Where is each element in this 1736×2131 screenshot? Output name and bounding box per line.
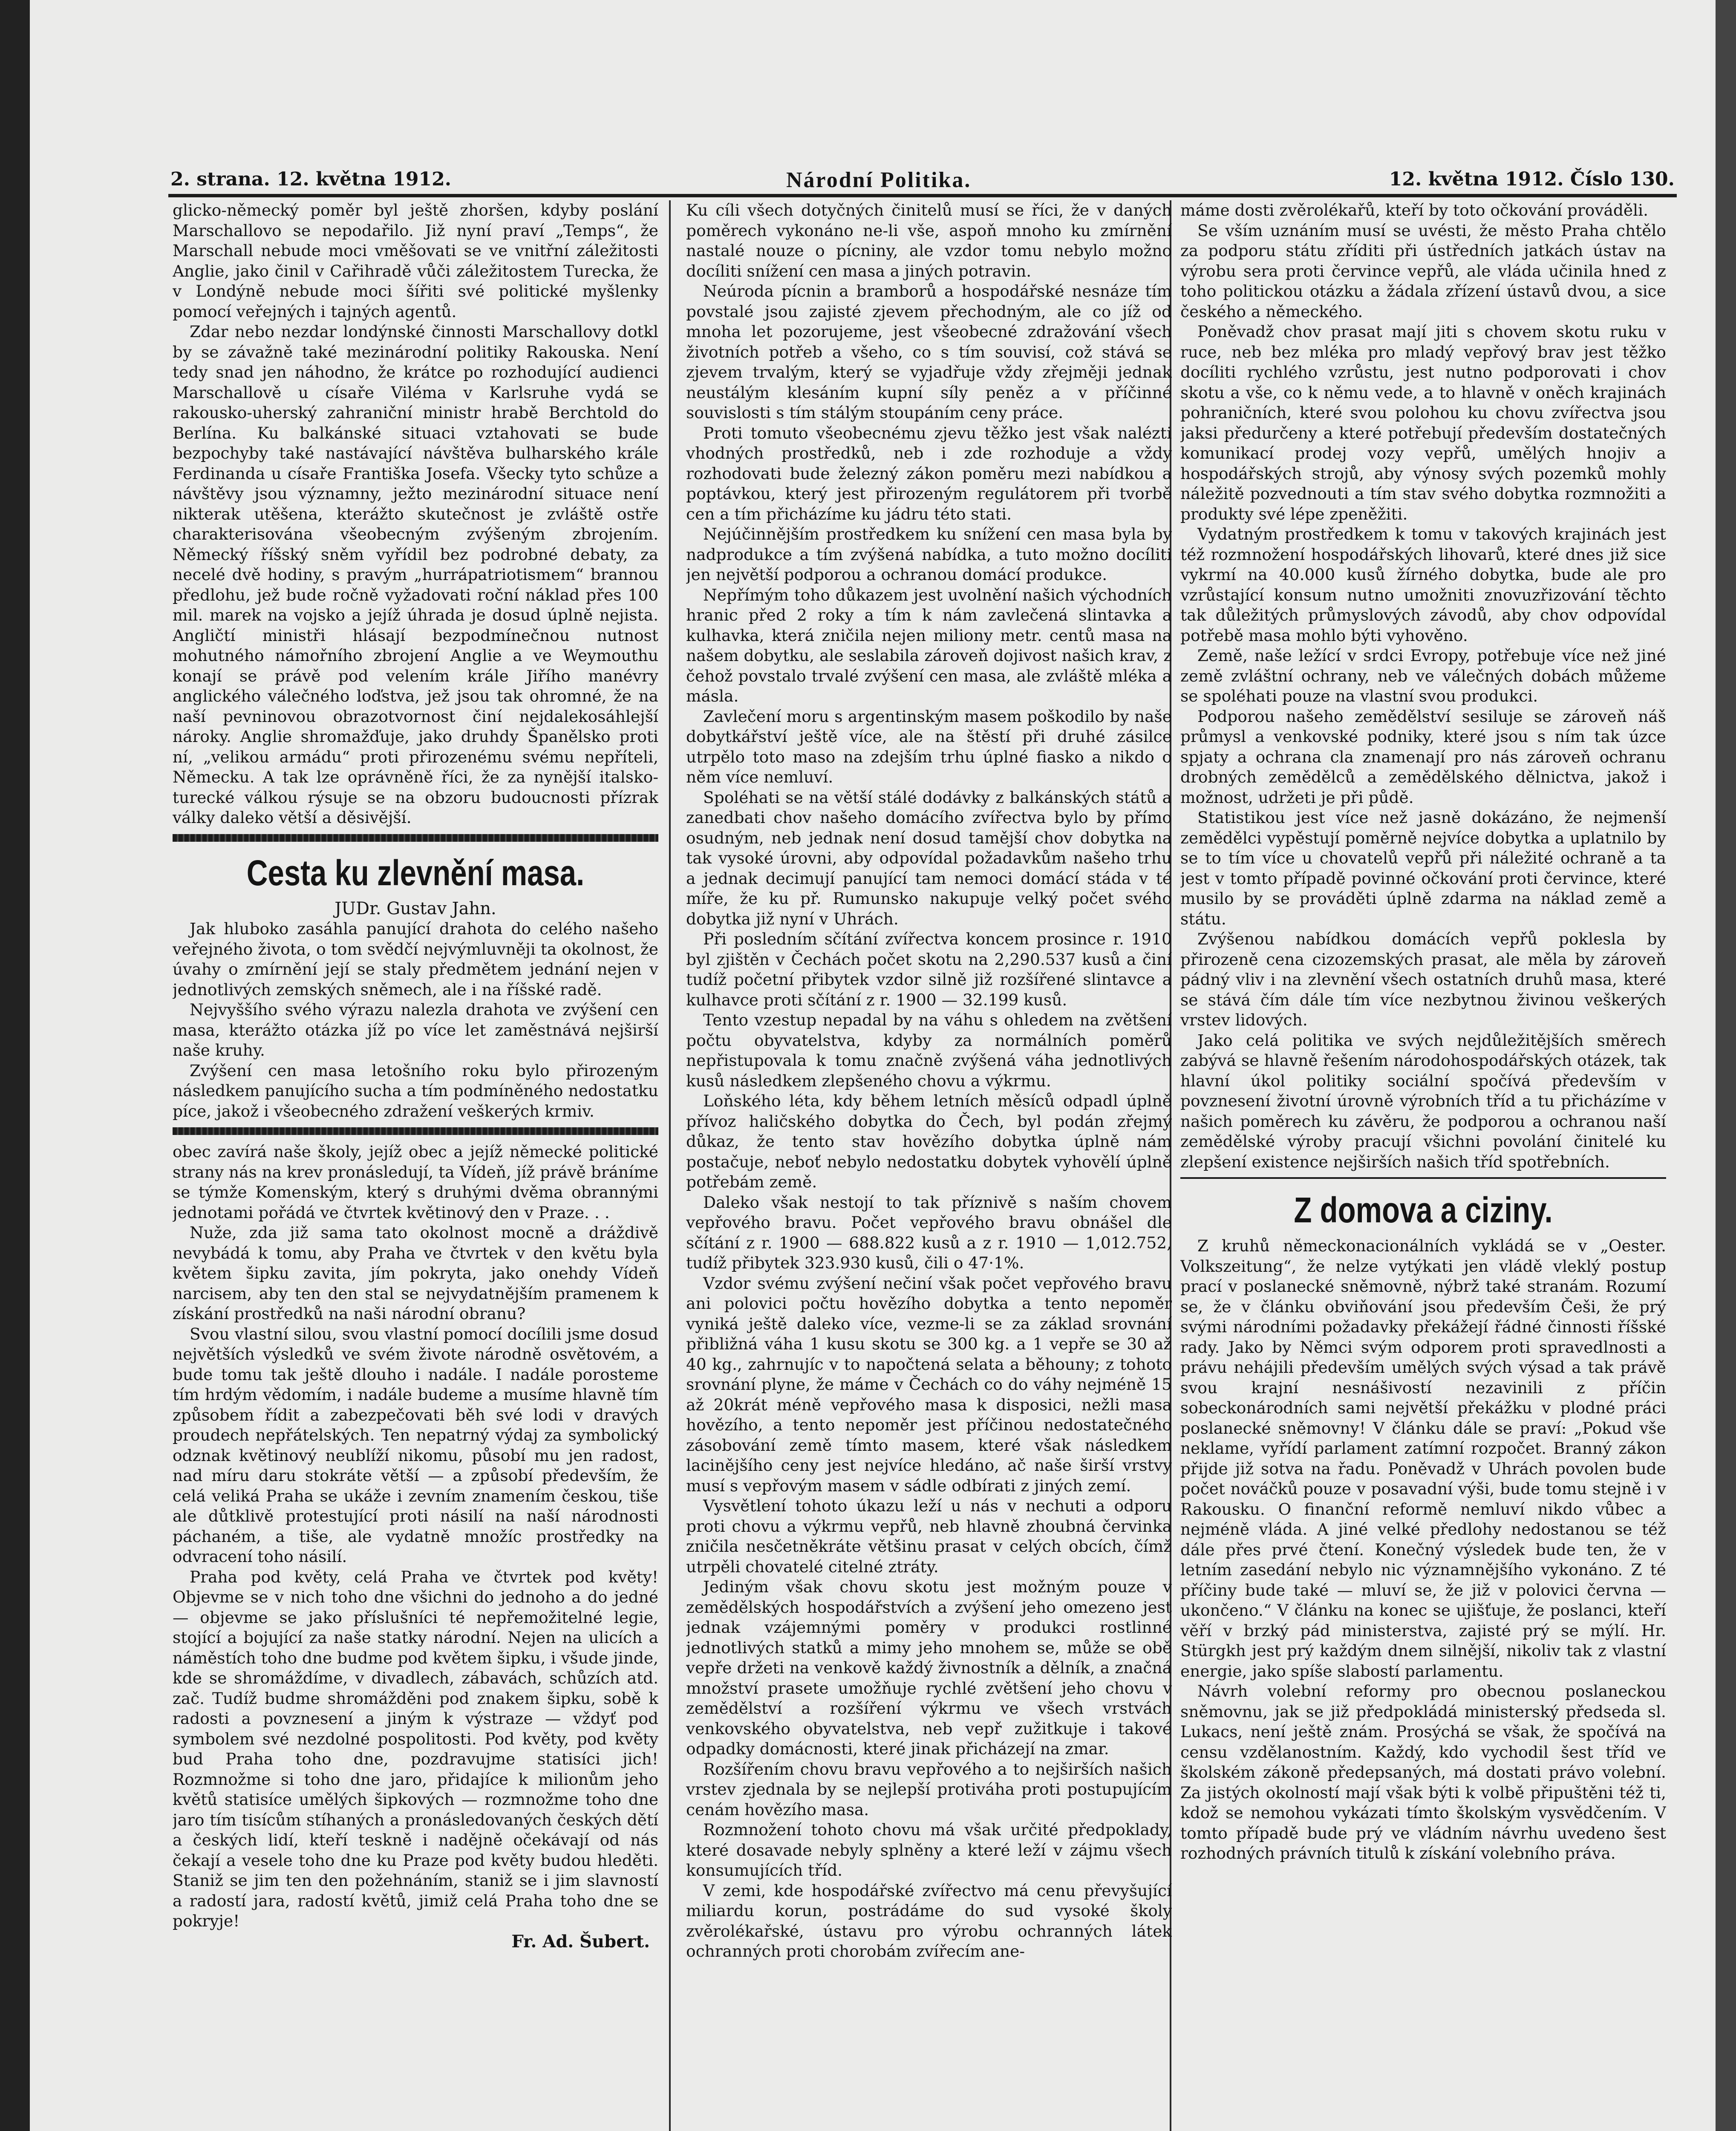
newspaper-title: Národní Politika. xyxy=(786,168,972,192)
column-2 xyxy=(686,200,1172,2131)
article-paragraph: Jako celá politika ve svých nejdůležitějších směrech zabývá se hlavně řešením národohospodářských otázek, tak hlavní úkol politiky sociální spočívá především v povznesení životní úrovně výrobních tříd a tu přicházíme v našich poměrech ku závěru, že podporou a ochranou naší zemědělské výroby pracují všichni povolání činitelé ku zlepšení existence nejširších našich tříd spotřebních. xyxy=(1180,1031,1666,1171)
article-heading: Cesta ku zlevnění masa. xyxy=(246,852,585,893)
article-paragraph: Ku cíli všech dotyčných činitelů musí se říci, že v daných poměrech vykonáno ne-li vše, aspoň mnoho ku zmírnění nastalé nouze o pícniny, ale vzdor tomu nebylo možno docíliti snížení cen masa a jiných potravin. xyxy=(686,201,1172,280)
section-heading: Z domova a ciziny. xyxy=(1294,1190,1553,1230)
article-paragraph: Tento vzestup nepadal by na váhu s ohledem na zvětšení počtu obyvatelstva, kdyby za normálních poměrů nepřistupovala k tomu značně zvýšená váha jednotlivých kusů následkem zlepšeného chovu a výkrmu. xyxy=(686,1011,1172,1090)
article-paragraph: Zvýšení cen masa letošního roku bylo přirozeným následkem panujícího sucha a tím podmíněného nedostatku píce, jakož i všeobecného zdražení veškerých krmiv. xyxy=(173,1061,658,1120)
header-rule xyxy=(168,194,1677,197)
article-paragraph: Se vším uznáním musí se uvésti, že město Praha chtělo za podporu státu zříditi při ústředních jatkách ústav na výrobu sera proti červince vepřů, ale vláda učinila hned z toho politickou otázku a žádala zřízení ústavů dvou, a sice českého a německého. xyxy=(1180,221,1666,321)
page-number-date: 2. strana. 12. května 1912. xyxy=(170,168,452,190)
article-signature: Fr. Ad. Šubert. xyxy=(511,1931,650,1952)
article-paragraph: Poněvadž chov prasat mají jiti s chovem skotu ruku v ruce, neb bez mléka pro mladý vepřový brav jest těžko docíliti rychlého vzrůstu, jest nutno podporovati i chov skotu a vše, co k němu vede, a to hlavně v oněch krajinách pohraničních, které svou polohou ku chovu zvířectva jsou jaksi předurčeny a které potřebují především dostatečných komunikací prodej vozy vepřů, umělých hnojiv a hospodářských strojů, aby výnosy svých pozemků mohly náležitě pozvednouti a tím stav svého dobytka rozmnožiti a produkty své lépe zpeněžiti. xyxy=(1180,322,1666,523)
article-paragraph: Rozšířením chovu bravu vepřového a to nejširších našich vrstev zjednala by se nejlepší protiváha proti postupujícím cenám hovězího masa. xyxy=(686,1759,1172,1819)
article-paragraph: Zdar nebo nezdar londýnské činnosti Marschallovy dotkl by se závažně také mezinárodní politiky Rakouska. Není tedy snad jen náhodno, že krátce po rozhodující audienci Marschallově u císaře Viléma v Karlsruhe vydá se rakousko-uherský zahraniční ministr hrabě Berchtold do Berlína. Ku balkánské situaci vztahovati se bude bezpochyby také nastávající návštěva bulharského krále Ferdinanda u císaře Františka Josefa. Všecky tyto schůze a návštěvy jsou významny, ježto mezinárodní situace není nikterak utěšena, kterážto skutečnost je zvláště ostře charakterisována všeobecným zvýšeným zbrojením. Německý říšský sněm vyřídil bez podrobné debaty, za necelé dvě hodiny, s pravým „hurrápatriotismem“ brannou předlohu, jež bude ročně vyžadovati roční náklad přes 100 mil. marek na vojsko a jejíž úhrada je dosud úplně nejista. Angličtí ministři hlásají bezpodmínečnou nutnost mohutného námořního zbrojení Anglie a ve Weymouthu konají se právě pod velením krále Jiřího manévry anglického válečného loďstva, jež jsou tak ohromné, že na naší pevninovou obrazotvornost činí nejdalekosáhlejší nároky. Anglie shromažďuje, jako druhdy Španělsko proti ní, „velikou armádu“ proti přirozenému svému nepříteli, Německu. A tak lze oprávněně říci, že za nynější italsko-turecké válkou rýsuje se na obzoru budoucnosti přízrak války daleko větší a děsivější. xyxy=(173,322,658,827)
article-paragraph: obec zavírá naše školy, jejíž obec a jejíž německé politické strany nás na krev pronásledují, ta Vídeň, jíž právě bráníme se týmže Komenským, který s druhými dvěma obrannými jednotami pořádá ve čtvrtek květinový den v Praze. . . xyxy=(173,1142,658,1222)
article-paragraph: Zvýšenou nabídkou domácích vepřů poklesla by přirozeně cena cizozemských prasat, ale měla by zároveň pádný vliv i na zlevnění všech ostatních druhů masa, které se stává čím dále tím více nezbytnou živinou veškerých vrstev lidových. xyxy=(1180,930,1666,1029)
article-paragraph: Vydatným prostředkem k tomu v takových krajinách jest též rozmnožení hospodářských lihovarů, které dnes již sice vykrmí na 40.000 kusů žírného dobytka, bude ale pro vzrůstající konsum nutno umožniti znovuzřizování těchto tak důležitých průmyslových závodů, aby chov odpovídal potřebě masa mohlo býti vyhověno. xyxy=(1180,525,1666,645)
article-paragraph: Praha pod květy, celá Praha ve čtvrtek pod květy! Objevme se v nich toho dne všichni do jednoho a do jedné — objevme se jako příslušníci té nepřemožitelné legie, stojící a bojující za naše statky národní. Nejen na ulicích a náměstích toho dne budme pod květem šipku, i všude jinde, kde se shromáždíme, v divadlech, zábavách, schůzích atd. zač. Tudíž budme shromážděni pod znakem šipku, sobě k radosti a povznesení a jiným k výstraze — vždyť pod symbolem své nezdolné pospolitosti. Pod květy, pod květy bud Praha toho dne, pozdravujme statisíci jich! Rozmnožme si toho dne jaro, přidajíce k milionům jeho květů statisíce umělých šipkových — rozmnožme toho dne jaro tím tisícům stíhaných a pronásledovaných českých dětí a českých lidí, kteří teskně i nadějně očekávají od nás čekají a vesele toho dne ku Praze pod květy budou hleděti. Staniž se jim ten den požehnáním, staniž se i jim slavností a radostí jara, radostí květů, jimiž celá Praha toho dne se pokryje! xyxy=(173,1567,658,1930)
article-paragraph: Nejvyššího svého výrazu nalezla drahota ve zvýšení cen masa, kterážto otázka jíž po více let zaměstnává nejširší naše kruhy. xyxy=(173,1000,658,1060)
page-header xyxy=(170,164,1675,198)
article-paragraph: Jediným však chovu skotu jest možným pouze v zemědělských hospodářstvích a zvýšení jeho omezeno jest jednak vzájemnými poměry v produkci rostlinné jednotlivých statků a mimy jeho mnohem se, může se obě vepře držeti na venkově každý živnostník a dělník, a značná množství prasete umožňuje rychlé zvětšení jeho chovu v zemědělství a rozšíření výkrmu ve všech vrstvách venkovského obyvatelstva, neb vepř zužitkuje i takové odpadky domácnosti, které jinak přicházejí na zmar. xyxy=(686,1577,1172,1758)
column-3 xyxy=(1180,200,1666,2131)
article-paragraph: máme dosti zvěrolékařů, kteří by toto očkování prováděli. xyxy=(1180,201,1649,219)
article-paragraph: Při posledním sčítání zvířectva koncem prosince r. 1910 byl zjištěn v Čechách počet skotu na 2,290.537 kusů a činí tudíž početní přibytek vzdor silně již rozšířené slintavce a kulhavce proti sčítání z r. 1900 — 32.199 kusů. xyxy=(686,930,1172,1009)
scan-border-left xyxy=(0,0,30,2131)
section-divider xyxy=(1180,1177,1666,1179)
article-paragraph: Zavlečení moru s argentinským masem poškodilo by naše dobytkářství ještě více, ale na štěstí při druhé zásilce utrpělo toto maso na zdejším trhu úplné fiasko a nikdo o něm více nemluví. xyxy=(686,707,1172,786)
article-paragraph: Země, naše ležící v srdci Evropy, potřebuje více než jiné země zvláštní ochrany, neb ve válečných dobách můžeme se spoléhati pouze na vlastní svou produkci. xyxy=(1180,646,1666,705)
news-paragraph: Návrh volební reformy pro obecnou poslaneckou sněmovnu, jak se již předpokládá ministerský předseda sl. Lukacs, není ještě znám. Prosýchá se však, že spočívá na censu vzdělanostním. Každý, kdo vychodil šest tříd ve školském zákoně předepsaných, má dostati právo volební. Za jistých okolností mají však býti k volbě připuštěni též ti, kdož se nemohou vykázati tímto školským vysvědčením. V tomto případě bude prý ve vládním návrhu uvedeno šest rozhodných právních titulů k získání volebního práva. xyxy=(1180,1682,1666,1862)
article-paragraph: Podporou našeho zemědělství sesiluje se zároveň náš průmysl a venkovské podniky, které jsou s ním tak úzce spjaty a ochrana cla znamenají pro nás zároveň ochranu drobných zemědělců a zemědělského dělnictva, jakož i možnost, udržeti je při půdě. xyxy=(1180,707,1666,807)
date-issue-number: 12. května 1912. Číslo 130. xyxy=(1389,168,1675,190)
news-paragraph: Z kruhů německonacionálních vykládá se v „Oester. Volkszeitung“, že nelze vytýkati jen vládě vleklý postup prací v poslanecké sněmovně, nýbrž také stranám. Rozumí se, že v článku obviňování jsou především Češi, že prý svými národními požadavky překážejí řádné činnosti říšské rady. Jako by Němci svým odporem proti spravedlnosti a právu nehájili především umělých svých výsad a tak právě svou krajní nesnášivostí nezavinili z příčin sobeckonárodních sami největší překážku v plodné práci poslanecké sněmovny! V článku dále se praví: „Pokud vše neklame, vyřídí parlament zatímní rozpočet. Branný zákon přijde již sotva na řadu. Poněvadž v Uhrách povolen bude počet nováčků pouze v posavadní výši, bude tomu stejně i v Rakousku. O finanční reformě nemluví nikdo vůbec a nejméně vláda. A jiné velké předlohy nedostanou se též dále přes prvé čtení. Konečný výsledek bude ten, že v letním zasedání nebylo nic významnějšího vykonáno. Z té příčiny bude také — mluví se, že již v polovici června — ukončeno.“ V článku na konec se ujišťuje, že poslanci, kteří věří v brzký pád ministerstva, zajisté prý se mýlí. Hr. Stürgkh jest prý každým dnem silnější, nikoliv tak z vlastní energie, jako spíše slabostí parlamentu. xyxy=(1180,1236,1666,1681)
scan-border-right xyxy=(1716,0,1736,2131)
article-byline: JUDr. Gustav Jahn. xyxy=(335,898,496,918)
article-paragraph: Neúroda pícnin a bramborů a hospodářské nesnáze tím povstalé jsou zajisté zjevem přechodným, ale co jíž od mnoha let pozorujeme, jest všeobecné zdražování všech životních potřeb a všeho, co s tím souvisí, což stává se zjevem trvalým, který se vyjadřuje vždy zřejměji jednak neustálým klesáním kupní síly peněz a v příčinné souvislosti s tím stálým stoupáním ceny práce. xyxy=(686,282,1172,422)
article-paragraph: Spoléhati se na větší stálé dodávky z balkánských států a zanedbati chov našeho domácího zvířectva bylo by přímo osudným, neb jednak není dosud tamější chov dobytka na tak vysoké úrovni, aby odpovídal požadavkům našeho trhu a jednak decimují panující tam nemoci domácí stáda v té míře, že ku př. Rumunsko nakupuje velký počet svého dobytka již nyní v Uhrách. xyxy=(686,788,1172,928)
article-paragraph: Rozmnožení tohoto chovu má však určité předpoklady, které dosavade nebyly splněny a které leží v zájmu všech konsumujících tříd. xyxy=(686,1820,1172,1880)
article-paragraph: Jak hluboko zasáhla panující drahota do celého našeho veřejného života, o tom svědčí nejvýmluvněji ta okolnost, že úvahy o zmírnění její se staly předmětem jednání nejen v jednotlivých zemských sněmech, ale i na říšské radě. xyxy=(173,919,658,999)
article-paragraph: Vysvětlení tohoto úkazu leží u nás v nechuti a odporu proti chovu a výkrmu vepřů, neb hlavně zhoubná červinka zničila nesčetněkráte většinu prasat v celých obcích, čímž utrpěli chovatelé citelné ztráty. xyxy=(686,1496,1172,1576)
article-paragraph: Proti tomuto všeobecnému zjevu těžko jest však nalézti vhodných prostředků, neb i zde rozhoduje a vždy rozhodovati bude železný zákon poměru mezi nabídkou a poptávkou, který jest přirozeným regulátorem při tvorbě cen a tím přicházíme ku jádru této stati. xyxy=(686,423,1172,523)
article-paragraph: Svou vlastní silou, svou vlastní pomocí docílili jsme dosud největších výsledků ve svém živote národně osvětovém, a bude tomu tak ještě dlouho i nadále. I nadále porosteme tím hrdým vědomím, i nadále budeme a musíme hlavně tím způsobem řídit a zabezpečovati běh své lodi v dravých proudech nepřátelských. Ten nepatrný výdaj za symbolický odznak květinový neublíží nikomu, působí mu jen radost, nad míru daru stokráte větší — a způsobí především, že celá veliká Praha se ukáže i zevním znamením českou, tiše ale důtklivě protestující proti násilí na naší národnosti páchaném, a tiše, ale vydatně množíc prostředky na odvracení toho násilí. xyxy=(173,1324,658,1566)
article-paragraph: Vzdor svému zvýšení nečiní však počet vepřového bravu ani polovici počtu hovězího dobytka a tento nepoměr vyniká ještě daleko více, vezme-li se za základ srovnání přibližná váha 1 kusu skotu se 300 kg. a 1 vepře se 30 až 40 kg., zahrnujíc v to napočtená selata a běhouny; z tohoto srovnání plyne, že máme v Čechách co do váhy nejméně 15 až 20krát méně vepřového masa k disposici, nežli masa hovězího, a tento nepoměr jest příčinou nedostatečného zásobování země tímto masem, které však následkem lacinějšího ceny jest nejvíce hledáno, ač naše širší vrstvy musí s vepřovým masem v sádle odbírati z jiných zemí. xyxy=(686,1273,1172,1495)
article-paragraph: Nepřímým toho důkazem jest uvolnění našich východních hranic před 2 roky a tím k nám zavlečená slintavka a kulhavka, která zničila nejen miliony metr. centů masa na našem dobytku, ale seslabila zároveň dojivost našich krav, z čehož povstalo trvalé zvýšení cen masa, ale zvláště mléka a másla. xyxy=(686,585,1172,705)
article-divider xyxy=(173,834,658,842)
column-separator xyxy=(669,200,671,2131)
article-paragraph: Nuže, zda již sama tato okolnost mocně a dráždivě nevybádá k tomu, aby Praha ve čtvrtek v den květu byla květem šipku zavita, jím pokryta, jako onehdy Vídeň narcisem, aby ten den stal se nejvydatnějším pramenem k získání prostředků na naši národní obranu? xyxy=(173,1223,658,1323)
article-paragraph: glicko-německý poměr byl ještě zhoršen, kdyby poslání Marschallovo se nepodařilo. Již nyní praví „Temps“, že Marschall nebude moci vměšovati se ve vnitřní záležitosti Anglie, jako činil v Cařihradě vůči záležitostem Turecka, že v Londýně nebude moci šířiti své politické myšlenky pomocí veřejných i tajných agentů. xyxy=(173,201,658,321)
section-divider xyxy=(173,1127,658,1135)
article-paragraph: Statistikou jest více než jasně dokázáno, že nejmenší zemědělci vypěstují poměrně nejvíce dobytka a uplatnilo by se to tím více u chovatelů vepřů při náležité ochraně a ta jest v tomto případě povinné očkování proti červince, které musilo by se prováděti úplně zdarma na náklad země a státu. xyxy=(1180,808,1666,928)
article-paragraph: Daleko však nestojí to tak příznivě s naším chovem vepřového bravu. Počet vepřového bravu obnášel dle sčítání z r. 1900 — 688.822 kusů a z r. 1910 — 1,012.752, tudíž přibytek 323.930 kusů, čili o 47·1%. xyxy=(686,1193,1172,1272)
column-1 xyxy=(173,200,658,2131)
article-paragraph: V zemi, kde hospodářské zvířectvo má cenu převyšující miliardu korun, postrádáme do sud vysoké školy zvěrolékařské, ústavu pro výrobu ochranných látek ochranných proti chorobám zvířecím ane- xyxy=(686,1881,1172,1961)
article-paragraph: Nejúčinnějším prostředkem ku snížení cen masa byla by nadprodukce a tím zvýšená nabídka, a tuto možno docíliti jen největší podporou a ochranou domácí produkce. xyxy=(686,525,1172,584)
article-paragraph: Loňského léta, kdy během letních měsíců odpadl úplně přívoz haličského dobytka do Čech, byl podán zřejmý důkaz, že tento stav hovězího dobytka úplně nám postačuje, neboť nebylo nedostatku dobytek vyhovělí úplně potřebám země. xyxy=(686,1091,1172,1191)
